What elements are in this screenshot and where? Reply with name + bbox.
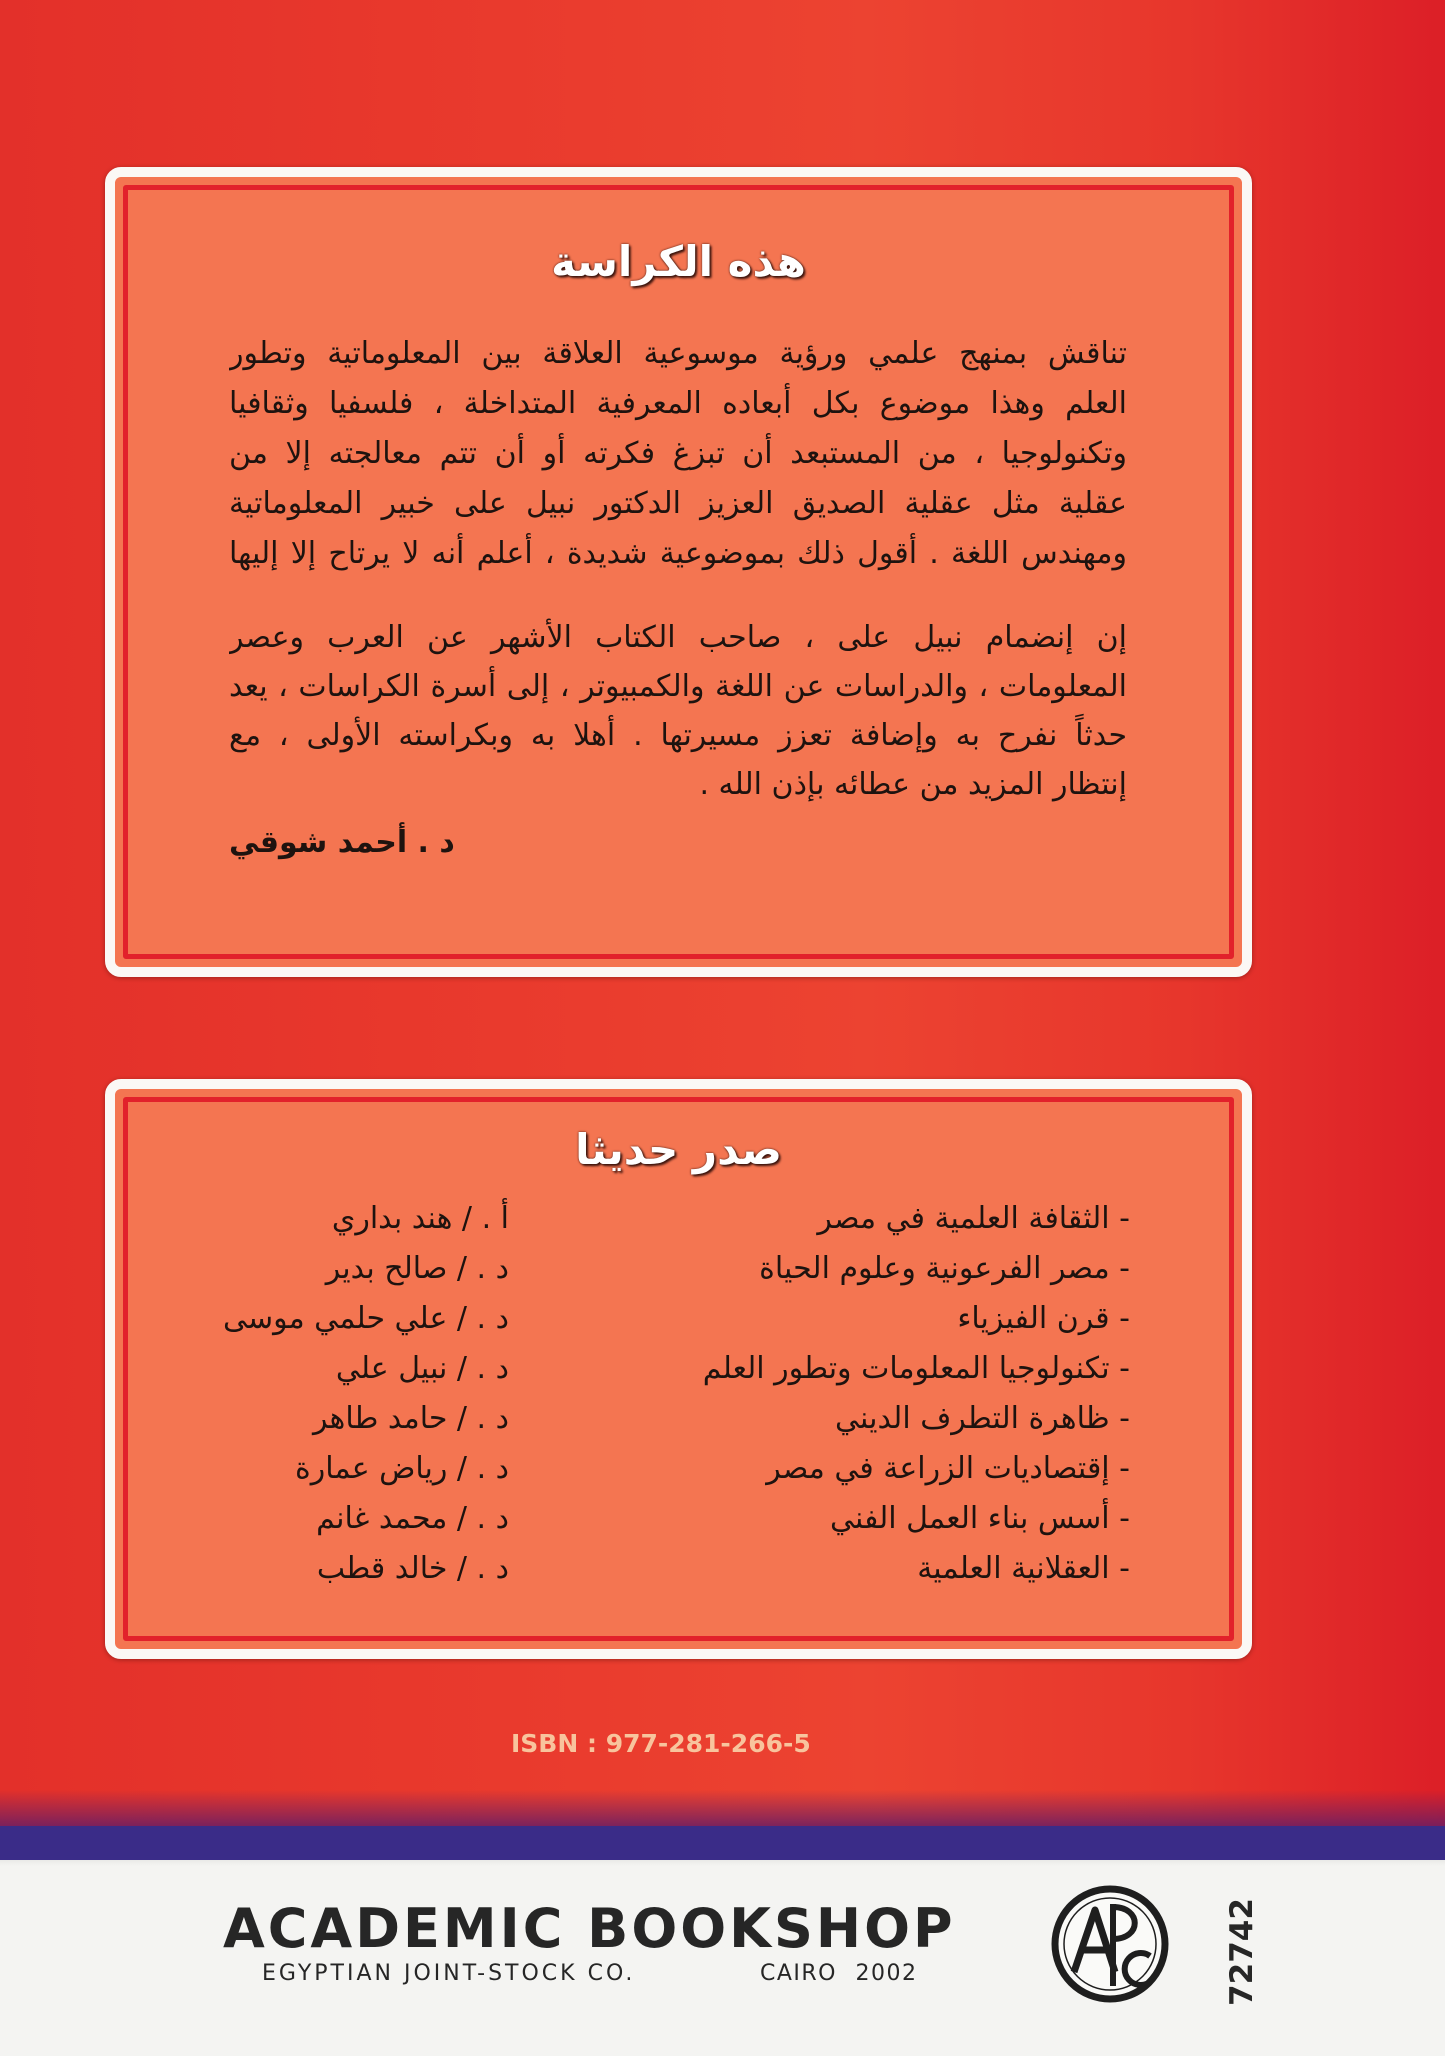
intro-title: هذه الكراسة — [551, 237, 806, 286]
recent-publications-box — [105, 1079, 1252, 1659]
intro-paragraph2-line: المعلومات ، والدراسات عن اللغة والكمبيوتر ، إلى أسرة الكراسات ، يعد — [229, 669, 1127, 704]
intro-paragraph1-line: عقلية مثل عقلية الصديق العزيز الدكتور نبيل على خبير المعلوماتية — [229, 486, 1127, 521]
publisher-logo-icon — [1048, 1882, 1172, 2006]
list-item — [115, 1544, 1242, 1594]
intro-paragraph1-line: تناقش بمنهج علمي ورؤية موسوعية العلاقة بين المعلوماتية وتطور — [229, 336, 1127, 371]
intro-paragraph1-line: العلم وهذا موضوع بكل أبعاده المعرفية المتداخلة ، فلسفيا وثقافيا — [229, 386, 1127, 421]
blue-band — [0, 1826, 1445, 1860]
list-item — [115, 1494, 1242, 1544]
list-item-author: د . / محمد غانم — [316, 1501, 509, 1536]
intro-signature: د . أحمد شوقي — [229, 825, 455, 860]
list-item — [115, 1444, 1242, 1494]
intro-paragraph2-line: إنتظار المزيد من عطائه بإذن الله . — [699, 767, 1127, 802]
intro-paragraph2-line: حدثاً نفرح به وإضافة تعزز مسيرتها . أهلا به وبكراسته الأولى ، مع — [229, 718, 1127, 753]
list-item-author: د . / علي حلمي موسى — [222, 1301, 509, 1336]
publisher-name: ACADEMIC BOOKSHOP — [223, 1897, 956, 1960]
list-item-author: د . / خالد قطب — [316, 1551, 509, 1586]
intro-paragraph1-line: وتكنولوجيا ، من المستبعد أن تبزغ فكرته أو أن تتم معالجته إلا من — [229, 436, 1127, 471]
list-item-title: - ظاهرة التطرف الديني — [835, 1401, 1130, 1436]
isbn-text: ISBN : 977-281-266-5 — [511, 1729, 811, 1758]
list-item-author: د . / نبيل علي — [335, 1351, 509, 1386]
list-item-title: - العقلانية العلمية — [917, 1551, 1130, 1586]
catalog-number: 72742 — [1224, 1898, 1260, 2006]
list-item-author: أ . / هند بداري — [331, 1201, 509, 1236]
list-item-title: - تكنولوجيا المعلومات وتطور العلم — [702, 1351, 1130, 1386]
list-item — [115, 1194, 1242, 1244]
list-item-author: د . / صالح بدير — [325, 1251, 509, 1286]
list-item — [115, 1294, 1242, 1344]
list-item-author: د . / رياض عمارة — [295, 1451, 509, 1486]
list-item-title: - إقتصاديات الزراعة في مصر — [766, 1451, 1130, 1486]
list-item-title: - مصر الفرعونية وعلوم الحياة — [759, 1251, 1130, 1286]
recent-title: صدر حديثا — [575, 1125, 782, 1174]
intro-paragraph1-line: ومهندس اللغة . أقول ذلك بموضوعية شديدة ، أعلم أنه لا يرتاح إلا إليها — [229, 536, 1127, 571]
list-item — [115, 1344, 1242, 1394]
band-gradient — [0, 1790, 1445, 1826]
list-item-author: د . / حامد طاهر — [312, 1401, 509, 1436]
list-item-title: - الثقافة العلمية في مصر — [817, 1201, 1130, 1236]
list-item-title: - أسس بناء العمل الفني — [829, 1501, 1130, 1536]
publisher-city-year: CAIRO 2002 — [760, 1961, 918, 1986]
publisher-company: EGYPTIAN JOINT-STOCK CO. — [262, 1961, 636, 1986]
intro-paragraph2-line: إن إنضمام نبيل على ، صاحب الكتاب الأشهر عن العرب وعصر — [229, 620, 1127, 655]
intro-box — [105, 167, 1252, 977]
list-item — [115, 1394, 1242, 1444]
list-item-title: - قرن الفيزياء — [957, 1301, 1130, 1336]
list-item — [115, 1244, 1242, 1294]
